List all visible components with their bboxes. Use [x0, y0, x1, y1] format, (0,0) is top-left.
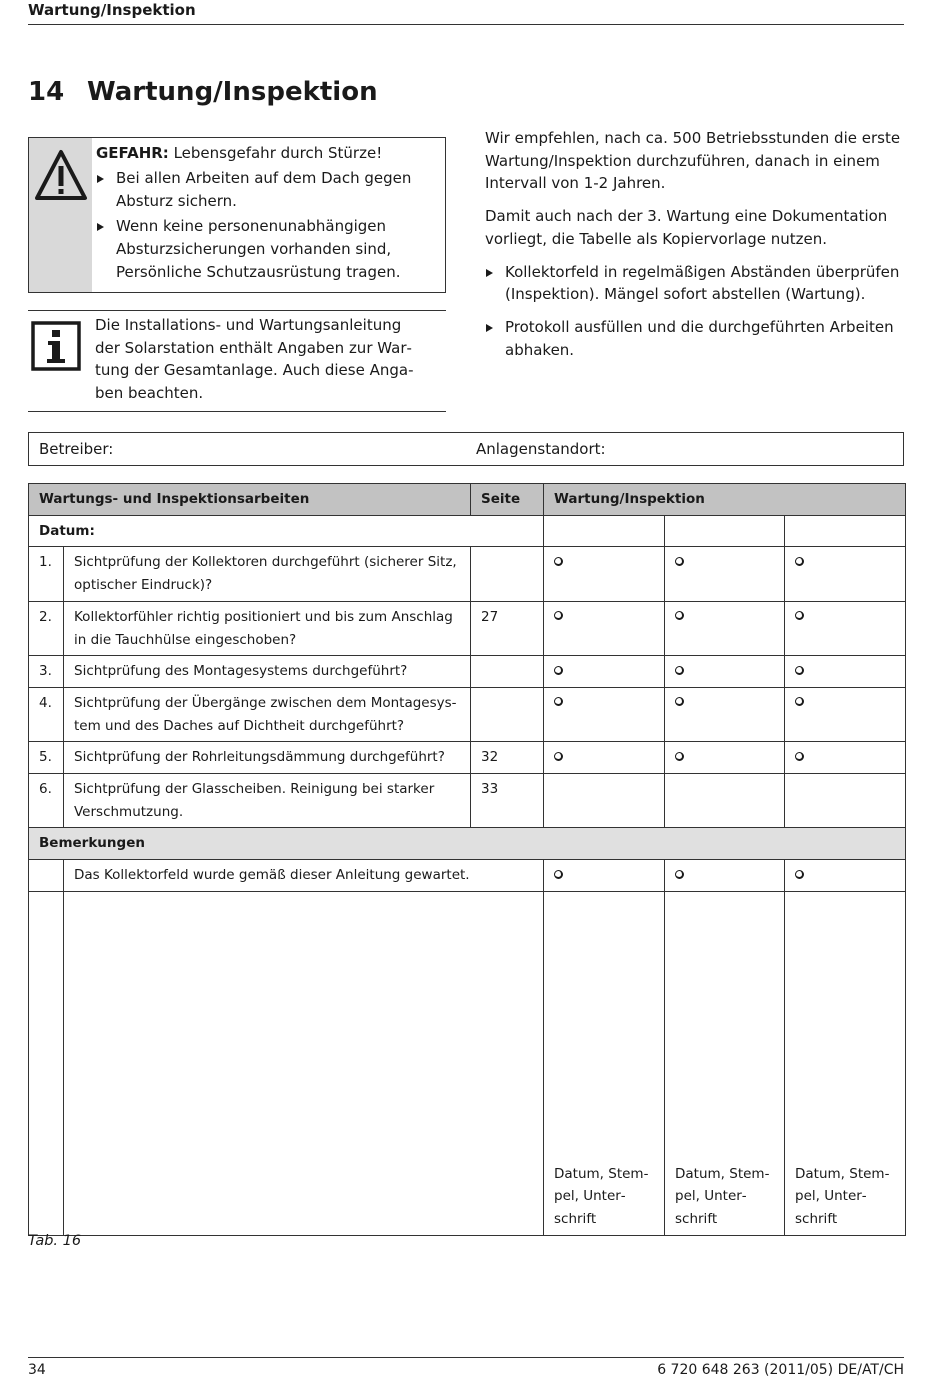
- danger-bullet: Bei allen Arbeiten auf dem Dach gegen Absturz sichern.: [96, 167, 416, 213]
- checkbox-circle-icon[interactable]: [795, 752, 804, 761]
- check-cell[interactable]: [785, 860, 906, 892]
- check-cell[interactable]: [665, 601, 785, 655]
- row-page: [471, 547, 544, 601]
- row-task: Kollektorfühler richtig positioniert und bis zum Anschlag in die Tauchhülse eingeschoben?: [64, 601, 471, 655]
- signature-row: [29, 891, 906, 1235]
- instruction-bullet: Protokoll ausfüllen und die durchgeführten Arbeiten abhaken.: [485, 316, 905, 361]
- checkbox-circle-icon[interactable]: [554, 870, 563, 879]
- signature-cell[interactable]: [544, 891, 665, 1235]
- danger-icon-column: [29, 138, 92, 292]
- maintenance-table: [28, 483, 906, 1236]
- checkbox-circle-icon[interactable]: [554, 697, 563, 706]
- row-task: Sichtprüfung der Übergänge zwischen dem Montagesystem und des Daches auf Dichtheit durchgeführt?: [64, 687, 471, 741]
- row-number: 4.: [29, 687, 64, 741]
- table-header-row: [29, 484, 906, 516]
- row-number: 2.: [29, 601, 64, 655]
- remarks-row: [29, 828, 906, 860]
- maintenance-intro: [485, 127, 905, 371]
- remarks-label: Bemerkungen: [29, 828, 906, 860]
- empty-cell: [785, 774, 906, 828]
- table-row: [29, 547, 906, 601]
- signature-cell[interactable]: [785, 891, 906, 1235]
- empty-cell: [665, 774, 785, 828]
- date-cell[interactable]: [785, 515, 906, 547]
- check-cell[interactable]: [544, 742, 665, 774]
- row-task: Sichtprüfung der Kollektoren durchgeführt (sicherer Sitz, optischer Eindruck)?: [64, 547, 471, 601]
- empty-cell: [29, 860, 64, 892]
- running-header: [28, 0, 904, 25]
- row-task: Sichtprüfung der Rohrleitungsdämmung durchgeführt?: [64, 742, 471, 774]
- check-cell[interactable]: [785, 742, 906, 774]
- confirmation-text: Das Kollektorfeld wurde gemäß dieser Anleitung gewartet.: [64, 860, 544, 892]
- empty-cell: [544, 774, 665, 828]
- warning-triangle-icon: [33, 148, 89, 204]
- running-header-title: Wartung/Inspektion: [28, 1, 196, 19]
- check-cell[interactable]: [665, 687, 785, 741]
- info-icon: [31, 321, 81, 371]
- info-notice: [28, 310, 446, 412]
- remarks-field[interactable]: [64, 891, 544, 1235]
- check-cell[interactable]: [785, 656, 906, 688]
- checkbox-circle-icon[interactable]: [795, 666, 804, 675]
- table-row: [29, 656, 906, 688]
- date-row: [29, 515, 906, 547]
- table-row: [29, 601, 906, 655]
- danger-label: GEFAHR:: [96, 144, 169, 162]
- checkbox-circle-icon[interactable]: [554, 666, 563, 675]
- row-page: 32: [471, 742, 544, 774]
- checkbox-circle-icon[interactable]: [795, 557, 804, 566]
- table-row: [29, 687, 906, 741]
- danger-text: [96, 142, 416, 284]
- checkbox-circle-icon[interactable]: [554, 611, 563, 620]
- table-header-cell: Seite: [471, 484, 544, 516]
- checkbox-circle-icon[interactable]: [675, 697, 684, 706]
- chapter-title: [28, 74, 728, 110]
- operator-label: Betreiber:: [39, 440, 114, 458]
- checkbox-circle-icon[interactable]: [675, 870, 684, 879]
- intro-paragraph: Wir empfehlen, nach ca. 500 Betriebsstunden die erste Wartung/Inspektion durchzuführen, danach in einem Intervall von 1-2 Jahren.: [485, 129, 901, 193]
- checkbox-circle-icon[interactable]: [795, 870, 804, 879]
- check-cell[interactable]: [785, 687, 906, 741]
- row-number: 3.: [29, 656, 64, 688]
- check-cell[interactable]: [665, 656, 785, 688]
- info-text: Die Installations- und Wartungsanleitung der Solarstation enthält Angaben zur Wartung der Gesamtanlage. Auch diese Angaben beachten.: [95, 316, 414, 403]
- table-row: [29, 742, 906, 774]
- check-cell[interactable]: [544, 601, 665, 655]
- check-cell[interactable]: [544, 687, 665, 741]
- check-cell[interactable]: [665, 860, 785, 892]
- check-cell[interactable]: [785, 547, 906, 601]
- checkbox-circle-icon[interactable]: [554, 557, 563, 566]
- checkbox-circle-icon[interactable]: [554, 752, 563, 761]
- signature-label: Datum, Stempel, Unterschrift: [675, 1165, 770, 1228]
- confirmation-row: [29, 860, 906, 892]
- signature-label: Datum, Stempel, Unterschrift: [554, 1165, 649, 1228]
- row-page: 33: [471, 774, 544, 828]
- check-cell[interactable]: [544, 656, 665, 688]
- row-task: Sichtprüfung des Montagesystems durchgeführt?: [64, 656, 471, 688]
- date-cell[interactable]: [544, 515, 665, 547]
- table-header-cell: Wartung/Inspektion: [544, 484, 906, 516]
- checkbox-circle-icon[interactable]: [795, 697, 804, 706]
- table-row: [29, 774, 906, 828]
- check-cell[interactable]: [544, 547, 665, 601]
- table-caption: Tab. 16: [28, 1233, 82, 1249]
- date-label: Datum:: [29, 515, 544, 547]
- checkbox-circle-icon[interactable]: [675, 611, 684, 620]
- signature-label: Datum, Stempel, Unterschrift: [795, 1165, 890, 1228]
- checkbox-circle-icon[interactable]: [675, 666, 684, 675]
- table-header-cell: Wartungs- und Inspektionsarbeiten: [29, 484, 471, 516]
- checkbox-circle-icon[interactable]: [675, 557, 684, 566]
- date-cell[interactable]: [665, 515, 785, 547]
- danger-bullet: Wenn keine personenunabhängigen Absturzsicherungen vorhanden sind, Persönliche Schutzausrüstung tragen.: [96, 215, 416, 284]
- chapter-number: 14: [28, 77, 65, 107]
- intro-paragraph: Damit auch nach der 3. Wartung eine Dokumentation vorliegt, die Tabelle als Kopiervorlage nutzen.: [485, 207, 888, 248]
- danger-title: [96, 142, 416, 165]
- instruction-bullet: Kollektorfeld in regelmäßigen Abständen überprüfen (Inspektion). Mängel sofort abstellen (Wartung).: [485, 261, 905, 306]
- check-cell[interactable]: [665, 742, 785, 774]
- operator-box: [28, 432, 904, 466]
- row-number: 1.: [29, 547, 64, 601]
- chapter-title-text: Wartung/Inspektion: [87, 77, 378, 107]
- check-cell[interactable]: [665, 547, 785, 601]
- row-page: [471, 687, 544, 741]
- document-id: 6 720 648 263 (2011/05) DE/AT/CH: [657, 1362, 904, 1378]
- row-number: 5.: [29, 742, 64, 774]
- page-number: 34: [28, 1362, 46, 1378]
- row-page: 27: [471, 601, 544, 655]
- empty-cell: [29, 891, 64, 1235]
- check-cell[interactable]: [785, 601, 906, 655]
- danger-heading: Lebensgefahr durch Stürze!: [168, 144, 383, 162]
- danger-notice: [28, 137, 446, 293]
- check-cell[interactable]: [544, 860, 665, 892]
- location-label: Anlagenstandort:: [476, 440, 606, 458]
- checkbox-circle-icon[interactable]: [795, 611, 804, 620]
- signature-cell[interactable]: [665, 891, 785, 1235]
- row-page: [471, 656, 544, 688]
- page-footer: [28, 1357, 904, 1378]
- row-task: Sichtprüfung der Glasscheiben. Reinigung bei starker Verschmutzung.: [64, 774, 471, 828]
- checkbox-circle-icon[interactable]: [675, 752, 684, 761]
- row-number: 6.: [29, 774, 64, 828]
